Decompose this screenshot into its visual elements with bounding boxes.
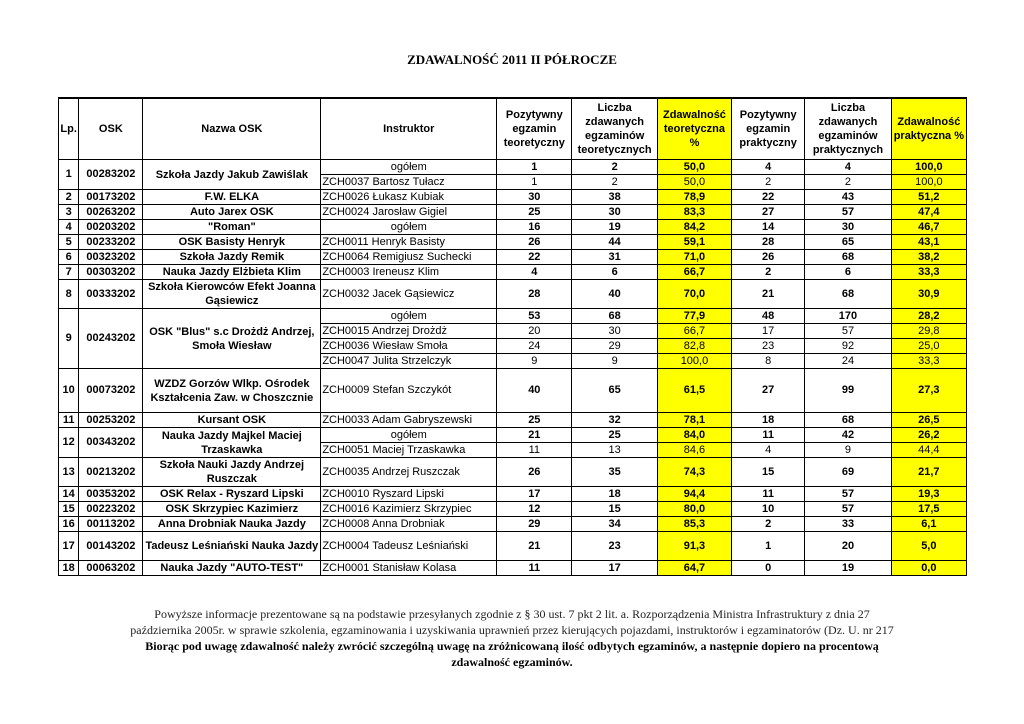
row-pass-rate-practice: 21,7 (891, 458, 966, 487)
row-lp: 10 (59, 369, 79, 413)
row-school-name: Szkoła Jazdy Jakub Zawiślak (143, 160, 321, 190)
row-pass-rate-theory: 83,3 (657, 205, 731, 220)
row-count-practice: 68 (805, 280, 891, 309)
row-pass-rate-theory: 84,2 (657, 220, 731, 235)
row-instructor: ZCH0035 Andrzej Ruszczak (321, 458, 497, 487)
row-pass-rate-theory: 61,5 (657, 369, 731, 413)
row-lp: 2 (59, 190, 79, 205)
row-count-theory: 30 (572, 324, 657, 339)
row-positive-theory: 4 (497, 265, 572, 280)
table-row (59, 517, 967, 532)
row-count-theory: 30 (572, 205, 657, 220)
row-positive-practice: 27 (732, 369, 805, 413)
row-pass-rate-practice: 100,0 (891, 160, 966, 175)
row-positive-theory: 1 (497, 160, 572, 175)
results-table (58, 97, 967, 576)
row-school-name: Szkoła Kierowców Efekt Joanna Gąsiewicz (143, 280, 321, 309)
row-lp: 4 (59, 220, 79, 235)
row-osk-code: 00203202 (79, 220, 143, 235)
row-school-name: Tadeusz Leśniański Nauka Jazdy (143, 532, 321, 561)
row-count-theory: 2 (572, 175, 657, 190)
row-count-theory: 19 (572, 220, 657, 235)
row-lp: 13 (59, 458, 79, 487)
row-pass-rate-practice: 6,1 (891, 517, 966, 532)
row-instructor: ZCH0015 Andrzej Drożdż (321, 324, 497, 339)
row-pass-rate-practice: 33,3 (891, 265, 966, 280)
row-instructor: ZCH0032 Jacek Gąsiewicz (321, 280, 497, 309)
row-positive-theory: 53 (497, 309, 572, 324)
row-count-practice: 170 (805, 309, 891, 324)
row-positive-theory: 1 (497, 175, 572, 190)
row-pass-rate-theory: 77,9 (657, 309, 731, 324)
row-lp: 3 (59, 205, 79, 220)
row-osk-code: 00113202 (79, 517, 143, 532)
row-positive-practice: 2 (732, 175, 805, 190)
row-lp: 7 (59, 265, 79, 280)
row-instructor: ZCH0001 Stanisław Kolasa (321, 561, 497, 576)
header-nazwa: Nazwa OSK (143, 98, 321, 160)
row-pass-rate-practice: 5,0 (891, 532, 966, 561)
row-osk-code: 00233202 (79, 235, 143, 250)
footer-line-2: października 2005r. w sprawie szkolenia, egzaminowania i uzyskiwania uprawnień przez kierujących pojazdami, instruktorów i egzaminatorów (Dz. U. nr 217 (130, 623, 894, 637)
table-row (59, 458, 967, 487)
row-school-name: Nauka Jazdy "AUTO-TEST" (143, 561, 321, 576)
row-positive-theory: 26 (497, 235, 572, 250)
row-pass-rate-practice: 0,0 (891, 561, 966, 576)
row-osk-code: 00283202 (79, 160, 143, 190)
row-pass-rate-practice: 29,8 (891, 324, 966, 339)
row-osk-code: 00173202 (79, 190, 143, 205)
row-osk-code: 00223202 (79, 502, 143, 517)
row-instructor: ZCH0008 Anna Drobniak (321, 517, 497, 532)
row-osk-code: 00333202 (79, 280, 143, 309)
row-school-name: WZDZ Gorzów Wlkp. Ośrodek Kształcenia Zaw. w Choszcznie (143, 369, 321, 413)
row-positive-practice: 8 (732, 354, 805, 369)
row-osk-code: 00353202 (79, 487, 143, 502)
row-osk-code: 00243202 (79, 309, 143, 369)
row-count-practice: 33 (805, 517, 891, 532)
row-osk-code: 00063202 (79, 561, 143, 576)
row-instructor: ZCH0036 Wiesław Smoła (321, 339, 497, 354)
row-lp: 9 (59, 309, 79, 369)
row-osk-code: 00213202 (79, 458, 143, 487)
row-positive-practice: 0 (732, 561, 805, 576)
row-lp: 11 (59, 413, 79, 428)
row-positive-practice: 4 (732, 443, 805, 458)
row-instructor: ZCH0047 Julita Strzelczyk (321, 354, 497, 369)
row-school-name: Kursant OSK (143, 413, 321, 428)
header-count-practice: Liczba zdawanych egzaminów praktycznych (805, 98, 891, 160)
row-positive-practice: 11 (732, 428, 805, 443)
table-row (59, 280, 967, 309)
row-instructor: ZCH0004 Tadeusz Leśniański (321, 532, 497, 561)
row-count-practice: 57 (805, 205, 891, 220)
row-pass-rate-theory: 74,3 (657, 458, 731, 487)
table-row (59, 428, 967, 443)
results-body (59, 160, 967, 576)
row-osk-code: 00303202 (79, 265, 143, 280)
row-count-theory: 65 (572, 369, 657, 413)
row-count-theory: 17 (572, 561, 657, 576)
row-pass-rate-theory: 70,0 (657, 280, 731, 309)
header-pass-rate-practice: Zdawalność praktyczna % (891, 98, 966, 160)
row-pass-rate-theory: 78,1 (657, 413, 731, 428)
footer-line-4: zdawalność egzaminów. (451, 655, 573, 669)
row-count-theory: 35 (572, 458, 657, 487)
row-pass-rate-theory: 94,4 (657, 487, 731, 502)
row-pass-rate-practice: 47,4 (891, 205, 966, 220)
row-count-practice: 42 (805, 428, 891, 443)
row-count-theory: 13 (572, 443, 657, 458)
row-pass-rate-practice: 26,2 (891, 428, 966, 443)
row-lp: 5 (59, 235, 79, 250)
row-instructor: ZCH0033 Adam Gabryszewski (321, 413, 497, 428)
row-positive-practice: 10 (732, 502, 805, 517)
row-lp: 12 (59, 428, 79, 458)
row-positive-practice: 14 (732, 220, 805, 235)
table-row (59, 235, 967, 250)
row-positive-practice: 4 (732, 160, 805, 175)
row-positive-theory: 11 (497, 443, 572, 458)
row-instructor: ZCH0016 Kazimierz Skrzypiec (321, 502, 497, 517)
row-positive-practice: 27 (732, 205, 805, 220)
table-row (59, 413, 967, 428)
row-count-theory: 15 (572, 502, 657, 517)
row-school-name: Szkoła Jazdy Remik (143, 250, 321, 265)
row-count-practice: 9 (805, 443, 891, 458)
row-instructor: ogółem (321, 160, 497, 175)
row-school-name: F.W. ELKA (143, 190, 321, 205)
row-count-practice: 20 (805, 532, 891, 561)
row-count-practice: 4 (805, 160, 891, 175)
row-count-practice: 43 (805, 190, 891, 205)
row-pass-rate-practice: 43,1 (891, 235, 966, 250)
row-positive-theory: 20 (497, 324, 572, 339)
row-pass-rate-practice: 33,3 (891, 354, 966, 369)
table-row (59, 309, 967, 324)
row-count-theory: 44 (572, 235, 657, 250)
row-count-practice: 57 (805, 502, 891, 517)
row-count-practice: 19 (805, 561, 891, 576)
row-pass-rate-theory: 64,7 (657, 561, 731, 576)
row-count-theory: 34 (572, 517, 657, 532)
row-positive-theory: 24 (497, 339, 572, 354)
row-positive-practice: 2 (732, 517, 805, 532)
row-osk-code: 00253202 (79, 413, 143, 428)
row-positive-theory: 28 (497, 280, 572, 309)
row-instructor: ZCH0024 Jarosław Gigiel (321, 205, 497, 220)
row-positive-theory: 16 (497, 220, 572, 235)
row-school-name: OSK Relax - Ryszard Lipski (143, 487, 321, 502)
row-lp: 16 (59, 517, 79, 532)
row-count-theory: 6 (572, 265, 657, 280)
row-positive-theory: 22 (497, 250, 572, 265)
row-osk-code: 00073202 (79, 369, 143, 413)
row-count-practice: 24 (805, 354, 891, 369)
row-pass-rate-theory: 80,0 (657, 502, 731, 517)
row-pass-rate-theory: 84,6 (657, 443, 731, 458)
row-positive-practice: 48 (732, 309, 805, 324)
row-positive-practice: 11 (732, 487, 805, 502)
row-count-practice: 57 (805, 487, 891, 502)
row-positive-practice: 1 (732, 532, 805, 561)
row-osk-code: 00323202 (79, 250, 143, 265)
row-pass-rate-practice: 38,2 (891, 250, 966, 265)
row-instructor: ogółem (321, 220, 497, 235)
row-lp: 18 (59, 561, 79, 576)
row-positive-practice: 28 (732, 235, 805, 250)
row-count-practice: 68 (805, 250, 891, 265)
row-pass-rate-practice: 28,2 (891, 309, 966, 324)
row-pass-rate-practice: 19,3 (891, 487, 966, 502)
row-pass-rate-practice: 17,5 (891, 502, 966, 517)
row-pass-rate-practice: 51,2 (891, 190, 966, 205)
row-school-name: Anna Drobniak Nauka Jazdy (143, 517, 321, 532)
row-pass-rate-theory: 82,8 (657, 339, 731, 354)
row-instructor: ZCH0051 Maciej Trzaskawka (321, 443, 497, 458)
row-positive-theory: 25 (497, 413, 572, 428)
row-positive-practice: 22 (732, 190, 805, 205)
row-instructor: ogółem (321, 428, 497, 443)
row-pass-rate-theory: 78,9 (657, 190, 731, 205)
row-positive-practice: 18 (732, 413, 805, 428)
page-title: ZDAWALNOŚĆ 2011 II PÓŁROCZE (407, 52, 617, 67)
table-row (59, 487, 967, 502)
row-count-theory: 9 (572, 354, 657, 369)
header-instruktor: Instruktor (321, 98, 497, 160)
table-row (59, 220, 967, 235)
row-pass-rate-theory: 84,0 (657, 428, 731, 443)
row-pass-rate-practice: 46,7 (891, 220, 966, 235)
row-school-name: OSK "Blus" s.c Drożdż Andrzej, Smoła Wiesław (143, 309, 321, 369)
row-count-theory: 31 (572, 250, 657, 265)
row-pass-rate-theory: 50,0 (657, 160, 731, 175)
row-school-name: OSK Skrzypiec Kazimierz (143, 502, 321, 517)
row-positive-theory: 11 (497, 561, 572, 576)
header-lp: Lp. (59, 98, 79, 160)
table-row (59, 190, 967, 205)
row-pass-rate-theory: 71,0 (657, 250, 731, 265)
header-positive-theory: Pozytywny egzamin teoretyczny (497, 98, 572, 160)
row-count-practice: 65 (805, 235, 891, 250)
row-pass-rate-practice: 44,4 (891, 443, 966, 458)
row-count-theory: 25 (572, 428, 657, 443)
row-school-name: "Roman" (143, 220, 321, 235)
row-positive-theory: 9 (497, 354, 572, 369)
row-pass-rate-theory: 91,3 (657, 532, 731, 561)
row-positive-practice: 17 (732, 324, 805, 339)
table-row (59, 502, 967, 517)
row-lp: 15 (59, 502, 79, 517)
row-instructor: ZCH0003 Ireneusz Klim (321, 265, 497, 280)
row-positive-theory: 25 (497, 205, 572, 220)
row-school-name: Nauka Jazdy Majkel Maciej Trzaskawka (143, 428, 321, 458)
table-row (59, 160, 967, 175)
row-osk-code: 00143202 (79, 532, 143, 561)
row-pass-rate-practice: 100,0 (891, 175, 966, 190)
row-pass-rate-practice: 27,3 (891, 369, 966, 413)
row-pass-rate-theory: 59,1 (657, 235, 731, 250)
row-pass-rate-practice: 26,5 (891, 413, 966, 428)
row-school-name: OSK Basisty Henryk (143, 235, 321, 250)
row-count-theory: 32 (572, 413, 657, 428)
row-pass-rate-practice: 30,9 (891, 280, 966, 309)
footer-note (0, 606, 1024, 670)
row-osk-code: 00343202 (79, 428, 143, 458)
row-positive-theory: 21 (497, 428, 572, 443)
row-pass-rate-theory: 66,7 (657, 324, 731, 339)
row-instructor: ZCH0009 Stefan Szczykót (321, 369, 497, 413)
header-osk: OSK (79, 98, 143, 160)
row-count-practice: 99 (805, 369, 891, 413)
table-row (59, 369, 967, 413)
row-count-theory: 68 (572, 309, 657, 324)
header-row (59, 98, 967, 160)
header-pass-rate-theory: Zdawalność teoretyczna % (657, 98, 731, 160)
row-positive-theory: 30 (497, 190, 572, 205)
row-school-name: Auto Jarex OSK (143, 205, 321, 220)
row-positive-practice: 15 (732, 458, 805, 487)
row-count-theory: 29 (572, 339, 657, 354)
row-count-practice: 30 (805, 220, 891, 235)
table-row (59, 532, 967, 561)
row-count-practice: 68 (805, 413, 891, 428)
header-count-theory: Liczba zdawanych egzaminów teoretycznych (572, 98, 657, 160)
row-positive-practice: 26 (732, 250, 805, 265)
table-row (59, 250, 967, 265)
row-positive-theory: 21 (497, 532, 572, 561)
row-positive-practice: 23 (732, 339, 805, 354)
row-count-practice: 57 (805, 324, 891, 339)
row-positive-theory: 17 (497, 487, 572, 502)
row-instructor: ZCH0037 Bartosz Tułacz (321, 175, 497, 190)
row-count-theory: 23 (572, 532, 657, 561)
row-positive-theory: 29 (497, 517, 572, 532)
row-pass-rate-practice: 25,0 (891, 339, 966, 354)
row-positive-theory: 12 (497, 502, 572, 517)
header-positive-practice: Pozytywny egzamin praktyczny (732, 98, 805, 160)
table-row (59, 205, 967, 220)
row-osk-code: 00263202 (79, 205, 143, 220)
row-pass-rate-theory: 100,0 (657, 354, 731, 369)
row-count-practice: 2 (805, 175, 891, 190)
row-count-practice: 92 (805, 339, 891, 354)
row-pass-rate-theory: 66,7 (657, 265, 731, 280)
row-lp: 14 (59, 487, 79, 502)
row-instructor: ZCH0010 Ryszard Lipski (321, 487, 497, 502)
row-lp: 8 (59, 280, 79, 309)
row-count-practice: 6 (805, 265, 891, 280)
row-positive-practice: 21 (732, 280, 805, 309)
row-count-practice: 69 (805, 458, 891, 487)
row-pass-rate-theory: 50,0 (657, 175, 731, 190)
row-school-name: Szkoła Nauki Jazdy Andrzej Ruszczak (143, 458, 321, 487)
row-instructor: ZCH0064 Remigiusz Suchecki (321, 250, 497, 265)
footer-line-3: Biorąc pod uwagę zdawalność należy zwrócić szczególną uwagę na zróżnicowaną ilość odbytych egzaminów, a następnie dopiero na procentową (145, 639, 879, 653)
row-instructor: ZCH0011 Henryk Basisty (321, 235, 497, 250)
footer-line-1: Powyższe informacje prezentowane są na podstawie przesyłanych zgodnie z § 30 ust. 7 pkt 2 lit. a. Rozporządzenia Ministra Infrastruktury z dnia 27 (154, 607, 870, 621)
row-count-theory: 2 (572, 160, 657, 175)
row-pass-rate-theory: 85,3 (657, 517, 731, 532)
row-count-theory: 38 (572, 190, 657, 205)
row-lp: 6 (59, 250, 79, 265)
row-lp: 17 (59, 532, 79, 561)
row-lp: 1 (59, 160, 79, 190)
row-positive-theory: 26 (497, 458, 572, 487)
row-count-theory: 18 (572, 487, 657, 502)
row-positive-theory: 40 (497, 369, 572, 413)
row-instructor: ogółem (321, 309, 497, 324)
row-count-theory: 40 (572, 280, 657, 309)
row-positive-practice: 2 (732, 265, 805, 280)
row-instructor: ZCH0026 Łukasz Kubiak (321, 190, 497, 205)
table-row (59, 265, 967, 280)
table-row (59, 561, 967, 576)
row-school-name: Nauka Jazdy Elżbieta Klim (143, 265, 321, 280)
